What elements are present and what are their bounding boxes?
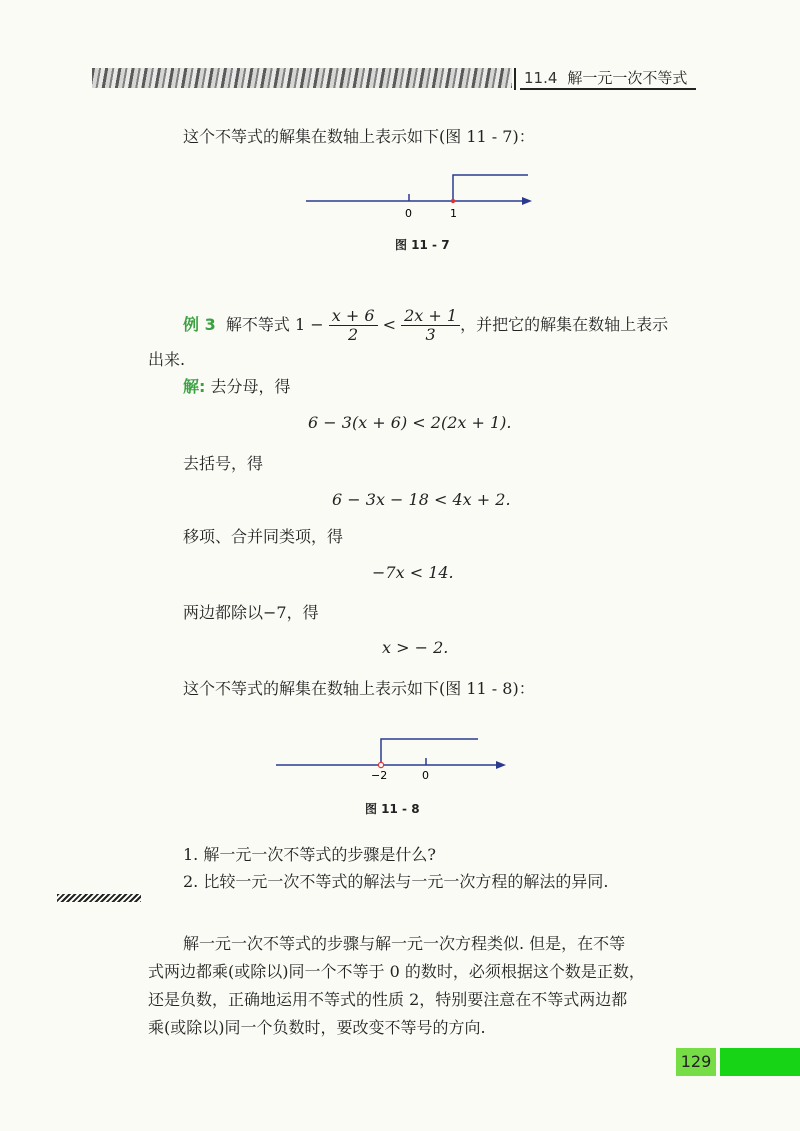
summary-line-2: 式两边都乘(或除以)同一个不等于 0 的数时，必须根据这个数是正数， [148, 962, 645, 981]
fraction-1: $\frac{x + 6}{2}$ [329, 307, 378, 344]
example-text-line2: 出来. [148, 350, 186, 369]
summary-line-4: 乘(或除以)同一个负数时，要改变不等号的方向. [148, 1018, 486, 1037]
solution-label: 解: [183, 377, 206, 396]
fraction-2: $\frac{2x + 1}{3}$ [401, 307, 460, 344]
equation-2: 6 − 3x − 18 < 4x + 2. [332, 490, 511, 509]
solution-ray [381, 739, 478, 765]
equation-1: 6 − 3(x + 6) < 2(2x + 1). [308, 413, 512, 432]
axis-arrow [496, 761, 506, 769]
page-number: 129 [676, 1048, 716, 1076]
summary-line-3: 还是负数，正确地运用不等式的性质 2，特别要注意在不等式两边都 [148, 990, 628, 1009]
solution-step4: 两边都除以−7，得 [183, 603, 319, 622]
figure-caption-11-7: 图 11 - 7 [395, 238, 450, 252]
solution-step1 [183, 375, 291, 399]
solution-step2: 去括号，得 [183, 454, 264, 473]
solution-step5: 这个不等式的解集在数轴上表示如下(图 11 - 8)： [183, 679, 535, 698]
question-2: 2. 比较一元一次不等式的解法与一元一次方程的解法的异同. [183, 872, 609, 891]
open-point [378, 762, 383, 767]
tick-label-0: 0 [405, 207, 412, 220]
example-text-after: ，并把它的解集在数轴上表示 [460, 315, 669, 334]
example-statement [183, 305, 668, 345]
page-number-bar [720, 1048, 800, 1076]
solution-ray [453, 175, 528, 201]
number-line-figure-11-8 [272, 730, 517, 790]
question-1: 1. 解一元一次不等式的步骤是什么? [183, 845, 436, 864]
header-decoration [92, 68, 512, 88]
intro-line: 这个不等式的解集在数轴上表示如下(图 11 - 7)： [183, 127, 535, 146]
running-header [520, 68, 696, 90]
example-label: 例 3 [183, 315, 216, 334]
equation-3: −7x < 14. [372, 563, 454, 582]
section-number: 11.4 [524, 69, 558, 87]
solid-point [451, 199, 455, 203]
figure-caption-11-8: 图 11 - 8 [365, 802, 420, 816]
number-line-figure-11-7 [300, 165, 540, 225]
axis-arrow [522, 197, 532, 205]
tick-label-0: 0 [422, 769, 429, 782]
example-text-before: 解不等式 1 − [225, 315, 324, 334]
step1-text: 去分母，得 [210, 377, 291, 396]
equation-4: x > − 2. [382, 638, 449, 657]
solution-step3: 移项、合并同类项，得 [183, 527, 344, 546]
less-than: < [382, 315, 397, 334]
tick-label-minus-2: −2 [371, 769, 388, 782]
hatch-divider [57, 894, 141, 902]
section-title: 解一元一次不等式 [567, 69, 688, 87]
tick-label-1: 1 [450, 207, 457, 220]
summary-line-1: 解一元一次不等式的步骤与解一元一次方程类似. 但是，在不等 [183, 934, 626, 953]
